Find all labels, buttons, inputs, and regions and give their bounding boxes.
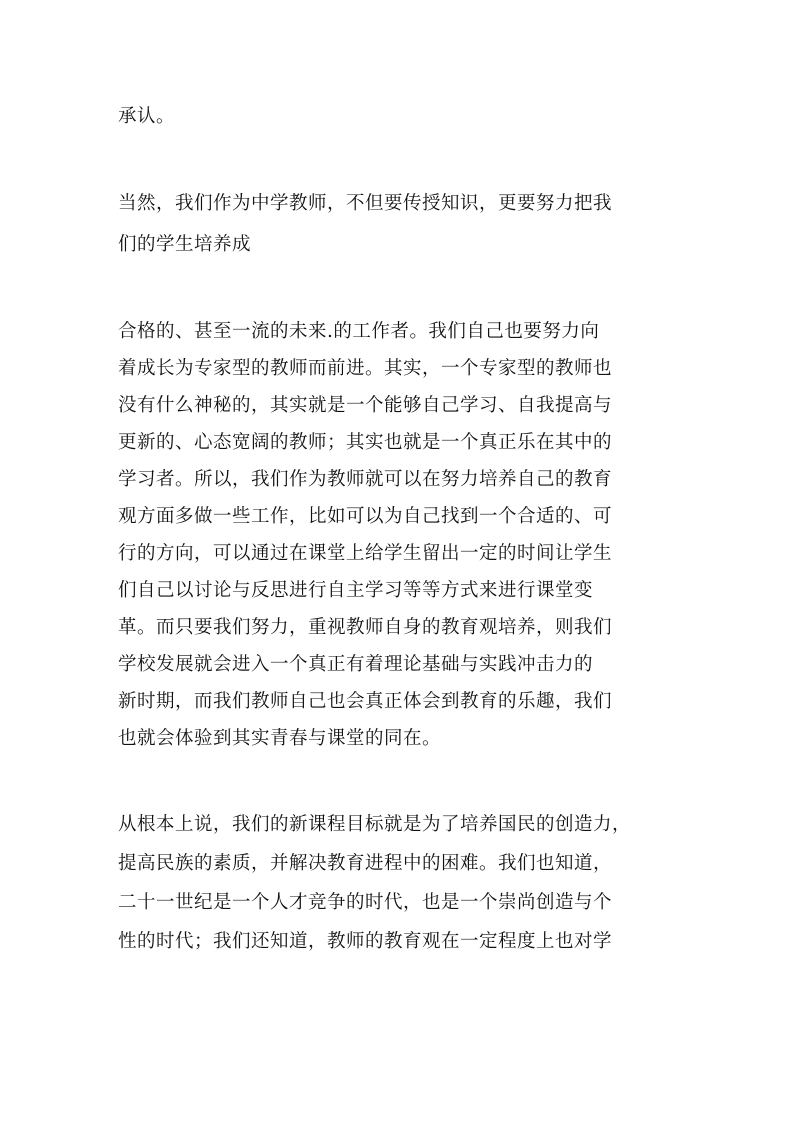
text-line: 合格的、甚至一流的未来.的工作者。我们自己也要努力向 [118,321,600,342]
text-line: 观方面多做一些工作，比如可以为自己找到一个合适的、可 [118,506,613,527]
text-line: 当然，我们作为中学教师，不但要传授知识，更要努力把我 [118,193,613,214]
text-line: 革。而只要我们努力，重视教师自身的教育观培养，则我们 [118,617,613,638]
text-line: 二十一世纪是一个人才竞争的时代，也是一个崇尚创造与个 [118,892,613,913]
text-line: 性的时代；我们还知道，教师的教育观在一定程度上也对学 [118,931,613,952]
text-line: 着成长为专家型的教师而前进。其实，一个专家型的教师也 [118,358,613,379]
text-line: 学习者。所以，我们作为教师就可以在努力培养自己的教育 [118,469,613,490]
text-line: 新时期，而我们教师自己也会真正体会到教育的乐趣，我们 [118,691,613,712]
text-line: 们的学生培养成 [118,234,252,255]
text-line: 提高民族的素质，并解决教育进程中的困难。我们也知道， [118,853,613,874]
text-line: 承认。 [118,106,176,127]
text-line: 也就会体验到其实青春与课堂的同在。 [118,728,442,749]
text-line: 行的方向，可以通过在课堂上给学生留出一定的时间让学生 [118,543,613,564]
text-line: 从根本上说，我们的新课程目标就是为了培养国民的创造力， [118,814,632,835]
text-line: 们自己以讨论与反思进行自主学习等等方式来进行课堂变 [118,580,594,601]
text-line: 学校发展就会进入一个真正有着理论基础与实践冲击力的 [118,654,594,675]
text-line: 更新的、心态宽阔的教师；其实也就是一个真正乐在其中的 [118,432,613,453]
text-line: 没有什么神秘的，其实就是一个能够自己学习、自我提高与 [118,395,613,416]
